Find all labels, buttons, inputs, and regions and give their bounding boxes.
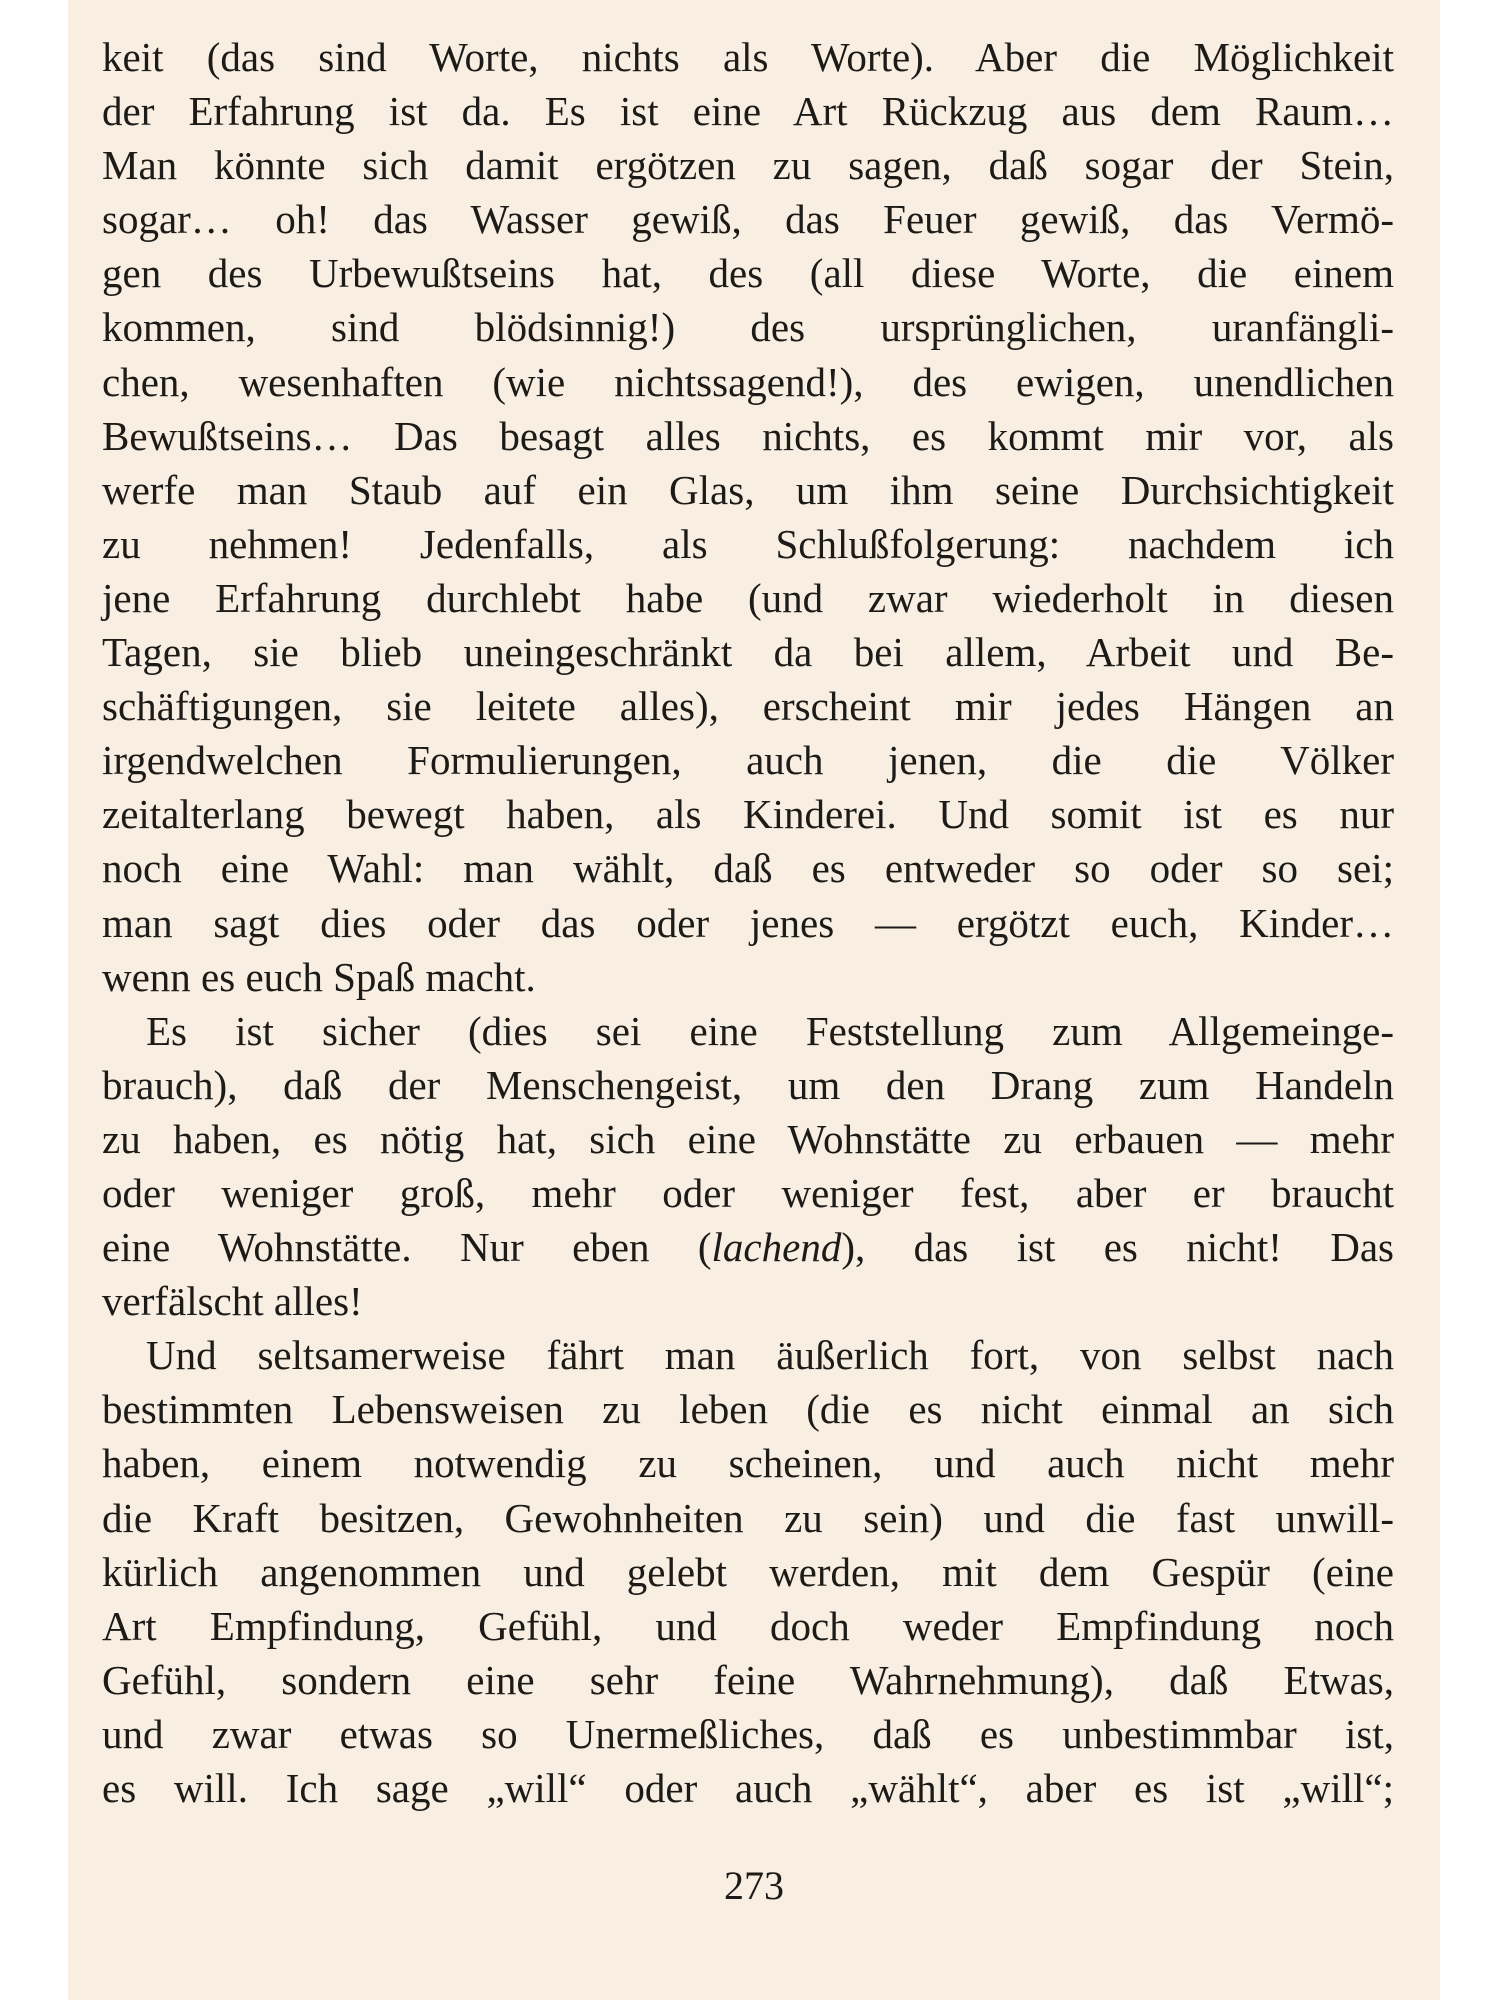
text-line: die Kraft besitzen, Gewohnheiten zu sein) und die fast unwill- xyxy=(102,1494,1394,1541)
text-line: zu nehmen! Jedenfalls, als Schlußfolgerung: nachdem ich xyxy=(102,520,1394,567)
text-line: Gefühl, sondern eine sehr feine Wahrnehmung), daß Etwas, xyxy=(102,1656,1394,1703)
text-line: Man könnte sich damit ergötzen zu sagen, daß sogar der Stein, xyxy=(102,142,1394,189)
text-line: Bewußtseins… Das besagt alles nichts, es kommt mir vor, als xyxy=(102,412,1394,459)
text-line: gen des Urbewußtseins hat, des (all diese Worte, die einem xyxy=(102,250,1394,297)
text-line: brauch), daß der Menschengeist, um den Drang zum Handeln xyxy=(102,1061,1394,1108)
text-line: man sagt dies oder das oder jenes — ergötzt euch, Kinder… xyxy=(102,899,1394,946)
text-line: kommen, sind blödsinnig!) des ursprünglichen, uranfängli- xyxy=(102,304,1394,351)
text-line: verfälscht alles! xyxy=(102,1278,363,1325)
text-line: sogar… oh! das Wasser gewiß, das Feuer gewiß, das Vermö- xyxy=(102,196,1394,243)
text-line: jene Erfahrung durchlebt habe (und zwar wiederholt in diesen xyxy=(102,574,1394,621)
text-line: irgendwelchen Formulierungen, auch jenen, die die Völker xyxy=(102,737,1394,784)
text-line: schäftigungen, sie leitete alles), erscheint mir jedes Hängen an xyxy=(102,683,1394,730)
text-line: werfe man Staub auf ein Glas, um ihm seine Durchsichtigkeit xyxy=(102,466,1394,513)
text-line: zeitalterlang bewegt haben, als Kinderei. Und somit ist es nur xyxy=(102,791,1394,838)
text-segment: eine Wohnstätte. Nur eben ( xyxy=(102,1224,712,1271)
book-page xyxy=(68,0,1440,2000)
text-line: Und seltsamerweise fährt man äußerlich fort, von selbst nach xyxy=(146,1332,1394,1379)
text-line: Tagen, sie blieb uneingeschränkt da bei allem, Arbeit und Be- xyxy=(102,629,1394,676)
text-line: chen, wesenhaften (wie nichtssagend!), des ewigen, unendlichen xyxy=(102,358,1394,405)
text-line: der Erfahrung ist da. Es ist eine Art Rückzug aus dem Raum… xyxy=(102,88,1394,135)
text-line: kürlich angenommen und gelebt werden, mit dem Gespür (eine xyxy=(102,1548,1394,1595)
paragraph-2 xyxy=(102,1004,1394,1329)
text-line: noch eine Wahl: man wählt, daß es entweder so oder so sei; xyxy=(102,845,1394,892)
body-text xyxy=(102,30,1394,1815)
text-line: keit (das sind Worte, nichts als Worte). Aber die Möglichkeit xyxy=(102,34,1394,80)
text-line: oder weniger groß, mehr oder weniger fest, aber er braucht xyxy=(102,1169,1394,1216)
text-line: bestimmten Lebensweisen zu leben (die es nicht einmal an sich xyxy=(102,1386,1394,1433)
text-segment: ), das ist es nicht! Das xyxy=(841,1224,1395,1271)
text-line-with-italic xyxy=(102,1220,1394,1274)
text-line: Es ist sicher (dies sei eine Feststellung zum Allgemeinge- xyxy=(146,1007,1394,1054)
italic-stage-direction: lachend xyxy=(711,1224,842,1271)
text-line: und zwar etwas so Unermeßliches, daß es unbestimmbar ist, xyxy=(102,1710,1394,1757)
text-line: haben, einem notwendig zu scheinen, und auch nicht mehr xyxy=(102,1440,1394,1487)
text-line: Art Empfindung, Gefühl, und doch weder Empfindung noch xyxy=(102,1602,1394,1649)
text-line: es will. Ich sage „will“ oder auch „wählt“, aber es ist „will“; xyxy=(102,1765,1394,1811)
paragraph-1 xyxy=(102,30,1394,1004)
paragraph-3 xyxy=(102,1328,1394,1815)
page-number: 273 xyxy=(724,1863,784,1908)
text-line: zu haben, es nötig hat, sich eine Wohnstätte zu erbauen — mehr xyxy=(102,1115,1394,1162)
text-line: wenn es euch Spaß macht. xyxy=(102,953,536,1000)
